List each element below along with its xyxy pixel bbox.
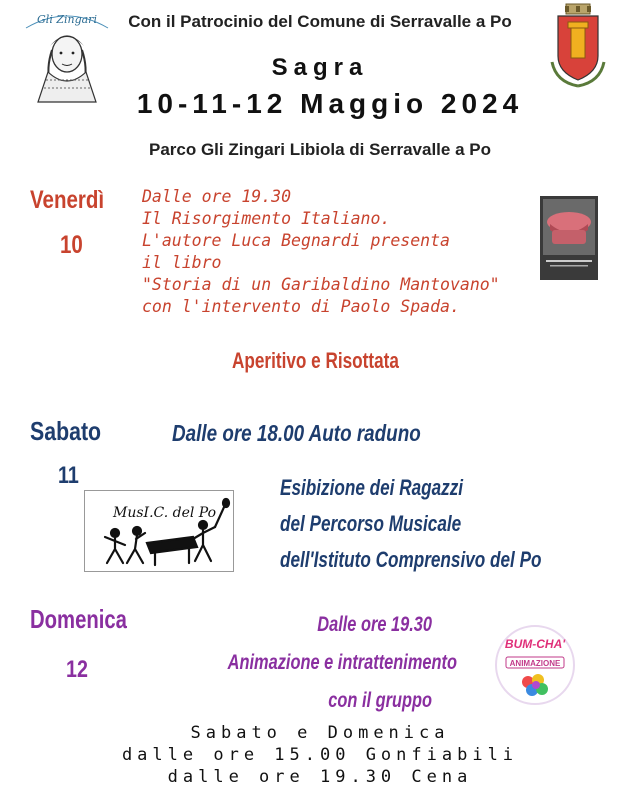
bumcha-subtitle: ANIMAZIONE [509,659,561,668]
bumcha-title: BUM-CHA' [504,637,566,651]
program-line: Il Risorgimento Italiano. [142,209,391,228]
program-line: con l'intervento di Paolo Spada. [142,297,460,316]
program-line: Animazione e intrattenimento [227,651,457,674]
day-label-domenica: Domenica [30,604,127,634]
footer-line: dalle ore 19.30 Cena [167,767,473,787]
bumcha-logo [494,624,576,706]
program-line: Dalle ore 19.30 [317,613,432,636]
day-label-sabato: Sabato [30,416,102,446]
program-line: del Percorso Musicale [280,511,462,536]
aperitivo-highlight: Aperitivo e Risottata [232,348,399,373]
musica-logo [84,490,234,572]
musica-logo-text: MusI.C. del Po [113,505,217,521]
sabato-headline: Dalle ore 18.00 Auto raduno [172,420,421,446]
sabato-program [280,470,542,578]
footer-info [0,722,640,788]
program-line: Esibizione dei Ragazzi [280,475,464,500]
program-line: dell'Istituto Comprensivo del Po [280,547,542,572]
program-line: il libro [142,253,222,272]
program-line: L'autore Luca Begnardi presenta [142,231,450,250]
patrocinio-text: Con il Patrocinio del Comune di Serravalle a Po [128,12,512,31]
program-line: con il gruppo [328,689,432,712]
day-number-venerdi: 10 [60,231,83,259]
event-title: Sagra [271,54,369,81]
logo-text: Gli Zingari [37,13,97,26]
book-cover-image [540,196,598,280]
program-line: "Storia di un Garibaldino Mantovano" [142,275,500,294]
day-number-sabato: 11 [58,462,79,489]
footer-line: Sabato e Domenica [190,723,450,743]
day-label-venerdi: Venerdì [30,186,105,214]
program-line: Dalle ore 19.30 [142,187,292,206]
footer-line: dalle ore 15.00 Gonfiabili [121,745,519,765]
venerdi-program [142,186,500,318]
day-number-domenica: 12 [66,656,88,683]
event-location: Parco Gli Zingari Libiola di Serravalle a Po [148,140,491,159]
event-dates: 10-11-12 Maggio 2024 [136,88,524,119]
domenica-program [170,606,457,720]
